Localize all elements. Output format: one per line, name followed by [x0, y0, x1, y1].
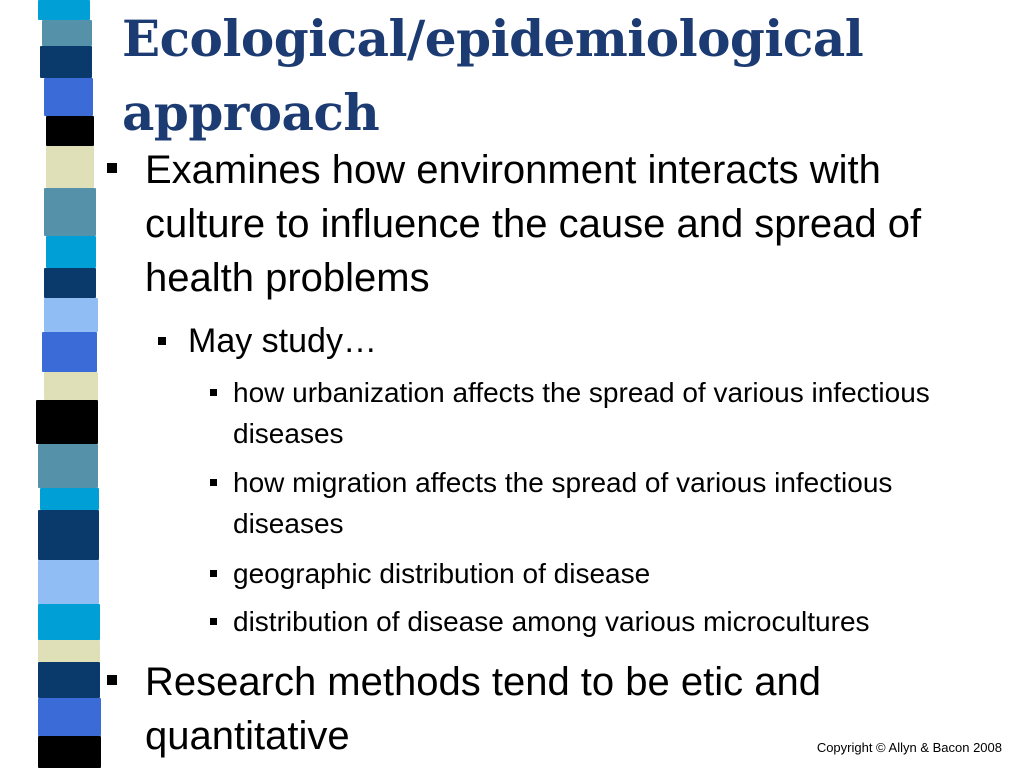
stripe-block: [38, 698, 101, 736]
copyright-notice: Copyright © Allyn & Bacon 2008: [816, 740, 1002, 755]
bullet-level-2: [158, 321, 978, 361]
stripe-block: [42, 332, 97, 372]
stripe-block: [42, 20, 92, 46]
bullet-level-3: [210, 553, 1010, 594]
stripe-block: [46, 116, 94, 146]
bullet-level-3: [210, 372, 950, 454]
square-bullet-icon: [158, 337, 166, 345]
bullet-text: Examines how environment interacts with culture to influence the cause and spread of health problems: [145, 148, 922, 300]
stripe-block: [38, 510, 99, 560]
stripe-block: [38, 560, 99, 604]
stripe-block: [36, 400, 98, 444]
stripe-block: [38, 736, 101, 768]
bullet-text: Research methods tend to be etic and quantitative: [145, 660, 821, 758]
stripe-block: [44, 372, 98, 400]
stripe-block: [44, 188, 96, 236]
bullet-text: distribution of disease among various microcultures: [233, 606, 870, 637]
decorative-stripe: [0, 0, 110, 768]
stripe-block: [46, 146, 94, 188]
bullet-text: geographic distribution of disease: [233, 558, 651, 589]
square-bullet-icon: [210, 389, 217, 396]
square-bullet-icon: [210, 570, 217, 577]
stripe-block: [44, 268, 96, 298]
bullet-level-3: [210, 601, 1022, 642]
stripe-block: [38, 640, 100, 662]
stripe-block: [38, 0, 90, 20]
slide-title: Ecological/epidemiological approach: [122, 9, 864, 142]
square-bullet-icon: [107, 675, 117, 685]
stripe-block: [44, 298, 98, 332]
bullet-text: how migration affects the spread of various infectious diseases: [233, 467, 893, 539]
bullet-level-1: [107, 143, 1007, 305]
stripe-block: [38, 444, 98, 488]
bullet-text: May study…: [188, 322, 377, 360]
square-bullet-icon: [210, 618, 217, 625]
stripe-block: [38, 604, 100, 640]
square-bullet-icon: [210, 479, 217, 486]
stripe-block: [40, 46, 92, 78]
bullet-text: how urbanization affects the spread of various infectious diseases: [233, 377, 930, 449]
square-bullet-icon: [107, 163, 117, 173]
stripe-block: [40, 488, 99, 510]
bullet-level-3: [210, 462, 950, 544]
stripe-block: [46, 236, 96, 268]
stripe-block: [44, 78, 93, 116]
stripe-block: [38, 662, 100, 698]
